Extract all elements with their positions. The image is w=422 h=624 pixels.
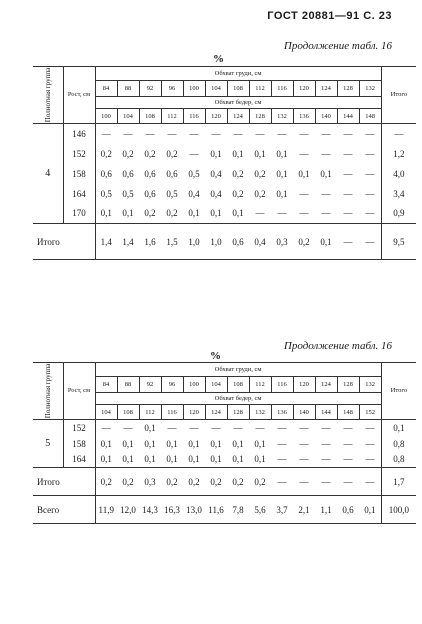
group-header-label: Полнотная группа <box>43 363 52 419</box>
table-continuation-label: Продолжение табл. 16 <box>283 340 392 352</box>
data-cell: 0,4 <box>188 188 200 199</box>
data-cell: — <box>249 204 271 224</box>
hip-value-cell: 116 <box>183 109 205 124</box>
data-cell: 0,1 <box>210 148 222 159</box>
summary-cell: 0,2 <box>293 224 315 260</box>
height-value-cell: 152 <box>63 144 95 164</box>
chest-value-cell: 104 <box>205 81 227 97</box>
summary-cell: 2,1 <box>293 496 315 524</box>
data-cell: — <box>123 422 133 433</box>
data-cell: 0,5 <box>100 188 112 199</box>
hip-value-cell: 136 <box>271 405 293 420</box>
data-cell: — <box>277 422 287 433</box>
summary-cell: — <box>315 468 337 496</box>
data-cell: 0,6 <box>144 188 156 199</box>
data-cell: — <box>189 148 199 159</box>
data-cell: — <box>343 438 353 449</box>
data-cell: — <box>271 204 293 224</box>
hip-value-cell: 108 <box>117 405 139 420</box>
data-cell: 0,5 <box>188 168 200 179</box>
chest-value-cell: 120 <box>293 81 315 97</box>
summary-cell: 16,3 <box>161 496 183 524</box>
data-cell: 0,1 <box>100 438 112 449</box>
data-cell: — <box>299 438 309 449</box>
data-cell: — <box>321 422 331 433</box>
data-cell: 0,1 <box>117 452 139 468</box>
summary-cell: 1,1 <box>315 496 337 524</box>
data-cell: 0,1 <box>166 438 178 449</box>
hip-value-cell: 152 <box>359 405 381 420</box>
hip-value-cell: 104 <box>117 109 139 124</box>
summary-total-cell: 100,0 <box>381 496 416 524</box>
data-cell: 0,1 <box>144 438 156 449</box>
data-cell: 0,1 <box>183 204 205 224</box>
data-cell: — <box>343 188 353 199</box>
height-value-cell: 146 <box>63 124 95 144</box>
data-cell: — <box>271 452 293 468</box>
chest-value-cell: 108 <box>227 81 249 97</box>
data-cell: — <box>337 204 359 224</box>
height-header-cell: Рост, см <box>63 363 95 420</box>
data-cell: — <box>189 422 199 433</box>
height-value-cell: 158 <box>63 164 95 184</box>
hip-value-cell: 124 <box>205 405 227 420</box>
data-cell: — <box>321 438 331 449</box>
table-continuation-label: Продолжение табл. 16 <box>283 40 392 52</box>
data-cell: — <box>167 422 177 433</box>
data-cell: — <box>365 168 375 179</box>
data-cell: — <box>233 422 243 433</box>
chest-value-cell: 124 <box>315 81 337 97</box>
chest-value-cell: 116 <box>271 377 293 393</box>
total-header-cell: Итого <box>381 67 416 124</box>
data-cell: 0,1 <box>320 168 332 179</box>
chest-value-cell: 132 <box>359 377 381 393</box>
hip-value-cell: 120 <box>183 405 205 420</box>
chest-value-cell: 84 <box>95 81 117 97</box>
summary-cell: 0,3 <box>271 224 293 260</box>
summary-cell: 0,6 <box>337 496 359 524</box>
data-cell: — <box>343 422 353 433</box>
summary-row <box>33 496 416 524</box>
data-cell: — <box>299 128 309 139</box>
height-header-cell: Рост, см <box>63 67 95 124</box>
chest-value-cell: 132 <box>359 81 381 97</box>
height-value-cell: 152 <box>63 420 95 436</box>
summary-cell: 3,7 <box>271 496 293 524</box>
data-cell: 0,1 <box>210 438 222 449</box>
summary-label-cell: Итого <box>33 224 95 260</box>
row-total-cell: 0,1 <box>381 420 416 436</box>
hip-value-cell: 132 <box>271 109 293 124</box>
data-cell: 0,2 <box>100 148 112 159</box>
data-cell: — <box>189 128 199 139</box>
data-cell: 0,1 <box>276 148 288 159</box>
data-cell: — <box>359 452 381 468</box>
percent-sign: % <box>210 350 221 362</box>
data-cell: — <box>293 204 315 224</box>
summary-cell: 1,6 <box>139 224 161 260</box>
chest-value-cell: 104 <box>205 377 227 393</box>
data-cell: — <box>299 188 309 199</box>
data-cell: 0,2 <box>161 204 183 224</box>
stature-table-4 <box>33 66 416 260</box>
chest-value-cell: 112 <box>249 377 271 393</box>
data-cell: 0,6 <box>144 168 156 179</box>
hip-header-label: Обхват бедер, см <box>95 97 381 109</box>
hip-value-cell: 108 <box>139 109 161 124</box>
data-cell: 0,2 <box>254 188 266 199</box>
summary-cell: 5,6 <box>249 496 271 524</box>
height-value-cell: 170 <box>63 204 95 224</box>
data-cell: 0,2 <box>232 168 244 179</box>
data-cell: 0,1 <box>232 438 244 449</box>
data-cell: — <box>293 452 315 468</box>
data-cell: — <box>365 188 375 199</box>
summary-cell: 0,3 <box>139 468 161 496</box>
data-cell: — <box>123 128 133 139</box>
chest-value-cell: 96 <box>161 81 183 97</box>
data-cell: 0,2 <box>232 188 244 199</box>
data-cell: 0,1 <box>95 452 117 468</box>
summary-cell: 11,9 <box>95 496 117 524</box>
group-value-cell: 4 <box>33 124 63 224</box>
summary-cell: 1,0 <box>183 224 205 260</box>
header-row <box>33 67 416 81</box>
group-header-label: Полнотная группа <box>43 67 52 123</box>
row-total-cell: — <box>381 124 416 144</box>
hip-value-cell: 144 <box>315 405 337 420</box>
summary-cell: 0,2 <box>95 468 117 496</box>
data-row <box>33 204 416 224</box>
data-cell: 0,1 <box>122 438 134 449</box>
summary-total-cell: 1,7 <box>381 468 416 496</box>
chest-value-cell: 128 <box>337 81 359 97</box>
data-row <box>33 420 416 436</box>
hip-value-cell: 124 <box>227 109 249 124</box>
height-value-cell: 158 <box>63 436 95 452</box>
hip-value-cell: 132 <box>249 405 271 420</box>
data-cell: — <box>315 452 337 468</box>
hip-value-cell: 144 <box>337 109 359 124</box>
chest-value-cell: 88 <box>117 377 139 393</box>
hip-value-cell: 128 <box>227 405 249 420</box>
summary-total-cell: 9,5 <box>381 224 416 260</box>
row-total-cell: 3,4 <box>381 184 416 204</box>
data-cell: — <box>101 128 111 139</box>
chest-value-cell: 120 <box>293 377 315 393</box>
data-cell: 0,1 <box>144 422 156 433</box>
data-cell: 0,2 <box>254 168 266 179</box>
data-cell: 0,5 <box>122 188 134 199</box>
summary-cell: — <box>359 224 381 260</box>
chest-value-cell: 96 <box>161 377 183 393</box>
data-cell: — <box>321 148 331 159</box>
row-total-cell: 4,0 <box>381 164 416 184</box>
summary-label-cell: Итого <box>33 468 95 496</box>
page-header: ГОСТ 20881—91 С. 23 <box>267 10 392 22</box>
data-cell: 0,2 <box>144 148 156 159</box>
hip-value-cell: 148 <box>337 405 359 420</box>
summary-cell: 0,2 <box>249 468 271 496</box>
group-header-cell <box>33 363 63 420</box>
data-cell: — <box>315 204 337 224</box>
hip-value-cell: 112 <box>161 109 183 124</box>
hip-value-cell: 148 <box>359 109 381 124</box>
data-cell: 0,1 <box>161 452 183 468</box>
summary-cell: 13,0 <box>183 496 205 524</box>
data-row <box>33 164 416 184</box>
chest-header-label: Обхват груди, см <box>95 67 381 81</box>
summary-cell: 0,1 <box>315 224 337 260</box>
data-cell: — <box>365 422 375 433</box>
data-cell: — <box>337 452 359 468</box>
data-cell: — <box>255 422 265 433</box>
row-total-cell: 1,2 <box>381 144 416 164</box>
hip-value-cell: 116 <box>161 405 183 420</box>
chest-value-cell: 84 <box>95 377 117 393</box>
data-cell: — <box>343 148 353 159</box>
data-cell: 0,1 <box>139 452 161 468</box>
data-cell: — <box>365 148 375 159</box>
data-row <box>33 452 416 468</box>
chest-value-cell: 100 <box>183 377 205 393</box>
data-cell: 0,2 <box>122 148 134 159</box>
data-cell: 0,2 <box>166 148 178 159</box>
data-cell: 0,1 <box>95 204 117 224</box>
data-cell: — <box>145 128 155 139</box>
summary-cell: 0,1 <box>359 496 381 524</box>
data-cell: 0,1 <box>205 452 227 468</box>
data-cell: 0,4 <box>210 188 222 199</box>
data-cell: 0,1 <box>276 188 288 199</box>
group-value-cell: 5 <box>33 420 63 468</box>
data-row <box>33 144 416 164</box>
chest-value-cell: 88 <box>117 81 139 97</box>
summary-cell: 12,0 <box>117 496 139 524</box>
data-cell: — <box>167 128 177 139</box>
hip-header-label: Обхват бедер, см <box>95 393 381 405</box>
summary-cell: — <box>337 224 359 260</box>
summary-cell: 1,5 <box>161 224 183 260</box>
row-total-cell: 0,8 <box>381 452 416 468</box>
data-cell: — <box>277 438 287 449</box>
summary-cell: 1,0 <box>205 224 227 260</box>
hip-value-cell: 120 <box>205 109 227 124</box>
data-cell: — <box>365 438 375 449</box>
data-cell: 0,1 <box>117 204 139 224</box>
data-cell: 0,1 <box>276 168 288 179</box>
data-cell: 0,1 <box>227 204 249 224</box>
header-row <box>33 363 416 377</box>
data-cell: — <box>299 422 309 433</box>
summary-row <box>33 468 416 496</box>
data-cell: 0,6 <box>100 168 112 179</box>
data-cell: 0,6 <box>122 168 134 179</box>
hip-value-cell: 140 <box>315 109 337 124</box>
data-row <box>33 124 416 144</box>
data-cell: — <box>343 168 353 179</box>
hip-value-cell: 136 <box>293 109 315 124</box>
summary-cell: 14,3 <box>139 496 161 524</box>
chest-value-cell: 92 <box>139 377 161 393</box>
data-cell: 0,2 <box>139 204 161 224</box>
summary-row <box>33 224 416 260</box>
data-cell: 0,1 <box>249 452 271 468</box>
data-row <box>33 436 416 452</box>
summary-cell: 0,2 <box>117 468 139 496</box>
chest-value-cell: 116 <box>271 81 293 97</box>
summary-cell: — <box>359 468 381 496</box>
data-cell: — <box>211 128 221 139</box>
summary-cell: 1,4 <box>117 224 139 260</box>
summary-cell: 0,2 <box>227 468 249 496</box>
stature-table-5 <box>33 362 416 524</box>
row-total-cell: 0,9 <box>381 204 416 224</box>
summary-cell: 1,4 <box>95 224 117 260</box>
summary-cell: 11,6 <box>205 496 227 524</box>
summary-label-cell: Всего <box>33 496 95 524</box>
data-cell: 0,1 <box>254 148 266 159</box>
chest-value-cell: 108 <box>227 377 249 393</box>
chest-value-cell: 124 <box>315 377 337 393</box>
height-value-cell: 164 <box>63 452 95 468</box>
chest-value-cell: 128 <box>337 377 359 393</box>
data-cell: 0,6 <box>166 168 178 179</box>
data-cell: — <box>233 128 243 139</box>
summary-cell: — <box>337 468 359 496</box>
data-cell: — <box>255 128 265 139</box>
total-header-cell: Итого <box>381 363 416 420</box>
data-cell: 0,1 <box>183 452 205 468</box>
data-cell: — <box>101 422 111 433</box>
group-header-cell <box>33 67 63 124</box>
summary-cell: 0,2 <box>183 468 205 496</box>
data-row <box>33 184 416 204</box>
data-cell: 0,4 <box>210 168 222 179</box>
data-cell: 0,1 <box>254 438 266 449</box>
hip-value-cell: 100 <box>95 109 117 124</box>
data-cell: 0,1 <box>298 168 310 179</box>
data-cell: 0,5 <box>166 188 178 199</box>
hip-value-cell: 128 <box>249 109 271 124</box>
data-cell: — <box>277 128 287 139</box>
data-cell: — <box>321 188 331 199</box>
data-cell: — <box>321 128 331 139</box>
data-cell: 0,1 <box>227 452 249 468</box>
height-value-cell: 164 <box>63 184 95 204</box>
row-total-cell: 0,8 <box>381 436 416 452</box>
data-cell: — <box>343 128 353 139</box>
summary-cell: 7,8 <box>227 496 249 524</box>
chest-value-cell: 92 <box>139 81 161 97</box>
data-cell: — <box>211 422 221 433</box>
data-cell: — <box>359 204 381 224</box>
summary-cell: — <box>271 468 293 496</box>
hip-value-cell: 112 <box>139 405 161 420</box>
summary-cell: — <box>293 468 315 496</box>
summary-cell: 0,2 <box>161 468 183 496</box>
hip-value-cell: 104 <box>95 405 117 420</box>
hip-value-cell: 140 <box>293 405 315 420</box>
chest-header-label: Обхват груди, см <box>95 363 381 377</box>
summary-cell: 0,2 <box>205 468 227 496</box>
data-cell: 0,1 <box>232 148 244 159</box>
percent-sign: % <box>213 53 224 65</box>
chest-value-cell: 112 <box>249 81 271 97</box>
data-cell: — <box>299 148 309 159</box>
chest-value-cell: 100 <box>183 81 205 97</box>
data-cell: — <box>365 128 375 139</box>
data-cell: 0,1 <box>205 204 227 224</box>
data-cell: 0,1 <box>188 438 200 449</box>
summary-cell: 0,4 <box>249 224 271 260</box>
summary-cell: 0,6 <box>227 224 249 260</box>
